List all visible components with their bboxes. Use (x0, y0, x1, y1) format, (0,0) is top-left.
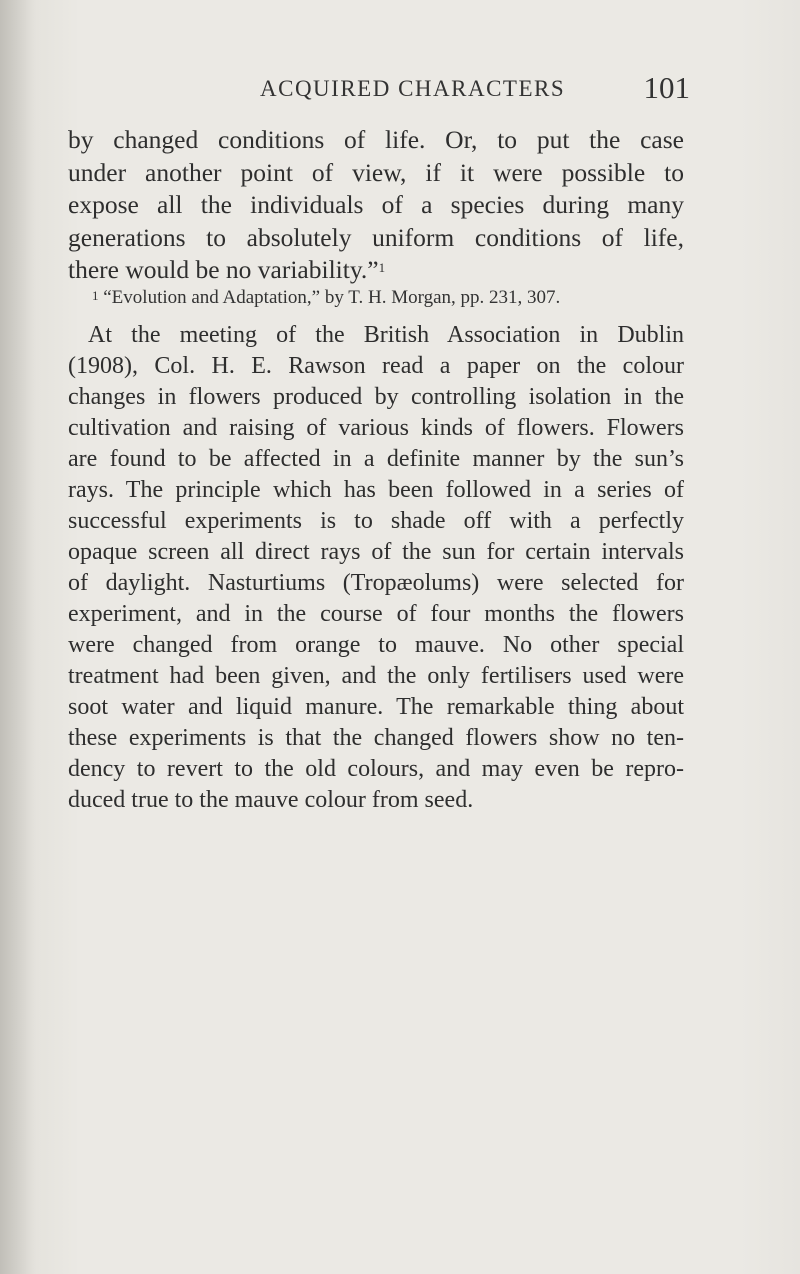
footnote (92, 286, 692, 310)
text-line: of daylight. Nasturtiums (Tropæolums) were selected for (68, 570, 684, 596)
running-head-title: ACQUIRED CHARACTERS (260, 76, 566, 101)
text-line: cultivation and raising of various kinds of flowers. Flowers (68, 415, 684, 441)
page-number: 101 (643, 70, 690, 105)
paragraph-rawson (68, 320, 684, 816)
page-gutter-shadow (0, 0, 36, 1274)
text-line: rays. The principle which has been followed in a series of (68, 477, 684, 503)
text-line: expose all the individuals of a species during many (68, 190, 684, 219)
text-line: dency to revert to the old colours, and may even be repro- (68, 756, 684, 782)
text-line-content: there would be no variability.” (68, 255, 379, 284)
text-line: under another point of view, if it were possible to (68, 157, 684, 187)
text-line: experiment, and in the course of four months the flowers (68, 601, 684, 627)
text-line: changes in flowers produced by controlling isolation in the (68, 384, 684, 410)
text-line: (1908), Col. H. E. Rawson read a paper on the colour (68, 353, 684, 379)
text-line (68, 254, 684, 287)
running-head (260, 70, 690, 110)
text-line: opaque screen all direct rays of the sun for certain intervals (68, 539, 684, 565)
footnote-reference: 1 (378, 260, 386, 275)
paragraph-continued (68, 124, 684, 287)
text-line-content: At the meeting of the British Association in Dublin (88, 322, 684, 348)
text-line: by changed conditions of life. Or, to put the case (68, 125, 684, 154)
text-line: are found to be affected in a definite manner by the sun’s (68, 446, 684, 472)
footnote-text: “Evolution and Adaptation,” by T. H. Morgan, pp. 231, 307. (103, 287, 561, 308)
text-line: treatment had been given, and the only fertilisers used were (68, 663, 684, 689)
text-line: soot water and liquid manure. The remarkable thing about (68, 694, 684, 720)
footnote-marker: 1 (92, 288, 99, 303)
text-line: these experiments is that the changed flowers show no ten- (68, 725, 684, 751)
text-line: generations to absolutely uniform conditions of life, (68, 222, 684, 252)
text-line: successful experiments is to shade off with a perfectly (68, 508, 684, 534)
text-line: were changed from orange to mauve. No other special (68, 632, 684, 658)
text-line (68, 320, 684, 351)
text-line: duced true to the mauve colour from seed. (68, 787, 474, 813)
